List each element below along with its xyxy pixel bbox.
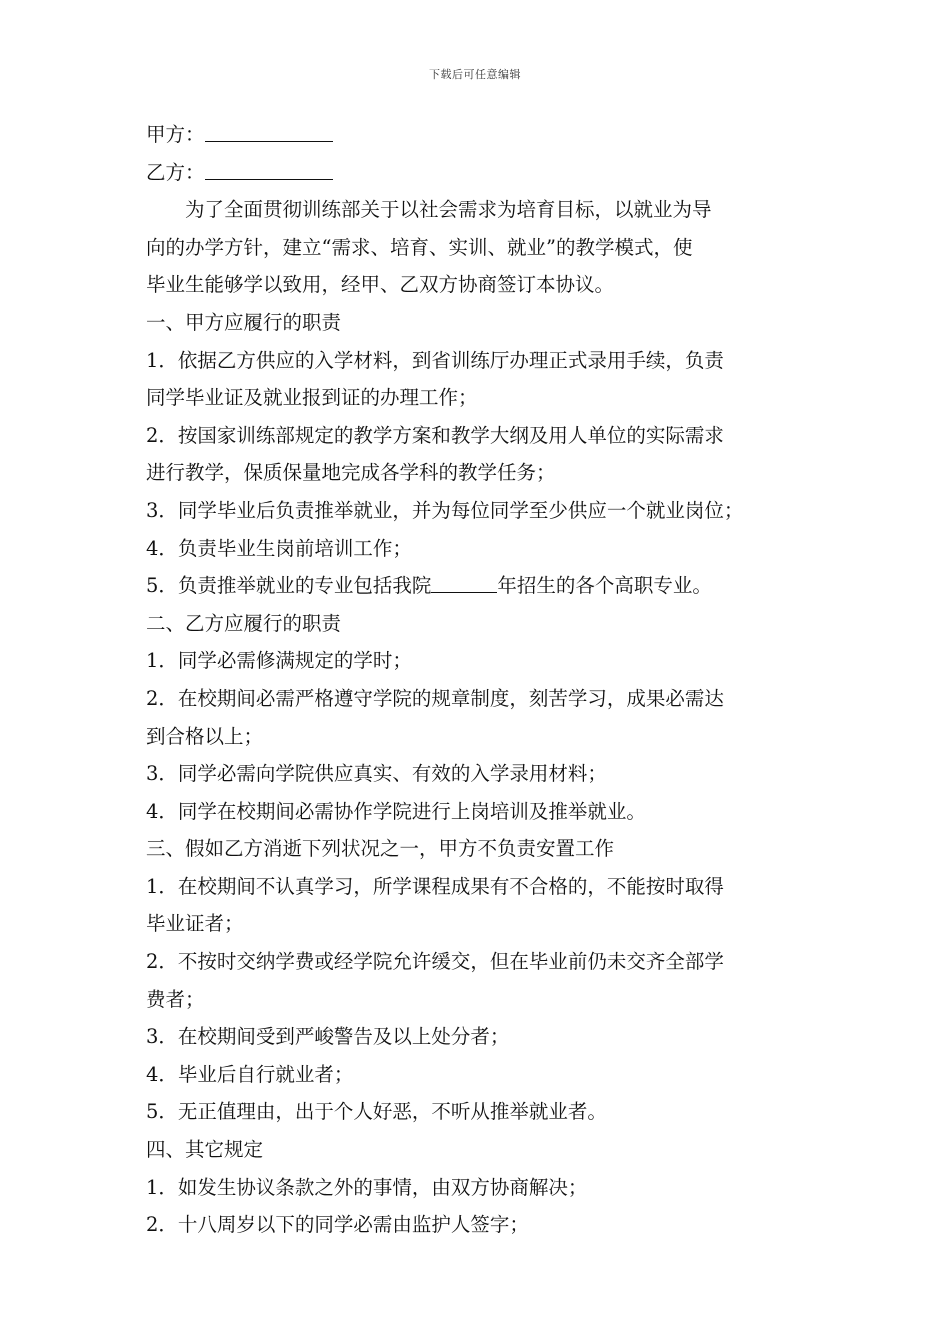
section-1-item-2-line-1: 2．按国家训练部规定的教学方案和教学大纲及用人单位的实际需求 <box>146 423 724 447</box>
party-a-line <box>146 116 814 154</box>
party-b-blank <box>205 155 333 180</box>
section-1-item-3: 3．同学毕业后负责推举就业，并为每位同学至少供应一个就业岗位； <box>146 498 744 522</box>
section-3-item-1-line-2: 毕业证者； <box>146 912 244 936</box>
section-1-heading: 一、甲方应履行的职责 <box>146 310 342 334</box>
section-1-item-1-line-1: 1．依据乙方供应的入学材料，到省训练厅办理正式录用手续，负责 <box>146 348 724 372</box>
party-b-line <box>146 154 814 192</box>
party-a-label: 甲方： <box>146 123 205 146</box>
section-3-item-2-line-2: 费者； <box>146 987 205 1011</box>
section-2-item-3: 3．同学必需向学院供应真实、有效的入学录用材料； <box>146 762 607 786</box>
section-2-item-4: 4．同学在校期间必需协作学院进行上岗培训及推举就业。 <box>146 799 646 823</box>
section-4-heading: 四、其它规定 <box>146 1138 264 1162</box>
section-3-item-2-line-1: 2．不按时交纳学费或经学院允许缓交，但在毕业前仍未交齐全部学 <box>146 950 724 974</box>
section-1-item-5 <box>146 567 814 605</box>
section-1-item-5-after: 年招生的各个高职专业。 <box>497 574 712 598</box>
section-2-item-2-line-1: 2．在校期间必需严格遵守学院的规章制度，刻苦学习，成果必需达 <box>146 686 724 710</box>
section-3-heading: 三、假如乙方消逝下列状况之一，甲方不负责安置工作 <box>146 837 615 861</box>
intro-line-3: 毕业生能够学以致用，经甲、乙双方协商签订本协议。 <box>146 273 615 297</box>
section-4-item-1: 1．如发生协议条款之外的事情，由双方协商解决； <box>146 1175 588 1199</box>
section-1-item-1-line-2: 同学毕业证及就业报到证的办理工作； <box>146 386 478 410</box>
section-2-item-2-line-2: 到合格以上； <box>146 724 264 748</box>
intro-line-2: 向的办学方针，建立“需求、培育、实训、就业”的教学模式，使 <box>146 235 693 259</box>
section-3-item-1-line-1: 1．在校期间不认真学习，所学课程成果有不合格的，不能按时取得 <box>146 874 724 898</box>
section-3-item-5: 5．无正值理由，出于个人好恶，不听从推举就业者。 <box>146 1100 607 1124</box>
intro-line-1: 为了全面贯彻训练部关于以社会需求为培育目标，以就业为导 <box>185 198 712 222</box>
section-2-item-1: 1．同学必需修满规定的学时； <box>146 649 412 673</box>
section-3-item-3: 3．在校期间受到严峻警告及以上处分者； <box>146 1025 510 1049</box>
page-header-note: 下载后可任意编辑 <box>429 68 521 81</box>
section-1-item-5-before: 5．负责推举就业的专业包括我院 <box>146 574 432 598</box>
section-1-item-4: 4．负责毕业生岗前培训工作； <box>146 536 412 560</box>
year-blank <box>431 568 497 593</box>
party-b-label: 乙方： <box>146 160 205 184</box>
section-3-item-4: 4．毕业后自行就业者； <box>146 1062 354 1086</box>
section-4-item-2: 2．十八周岁以下的同学必需由监护人签字； <box>146 1213 529 1237</box>
party-a-blank <box>205 117 333 142</box>
section-2-heading: 二、乙方应履行的职责 <box>146 611 342 635</box>
section-1-item-2-line-2: 进行教学，保质保量地完成各学科的教学任务； <box>146 461 556 485</box>
document-body <box>146 116 814 1244</box>
